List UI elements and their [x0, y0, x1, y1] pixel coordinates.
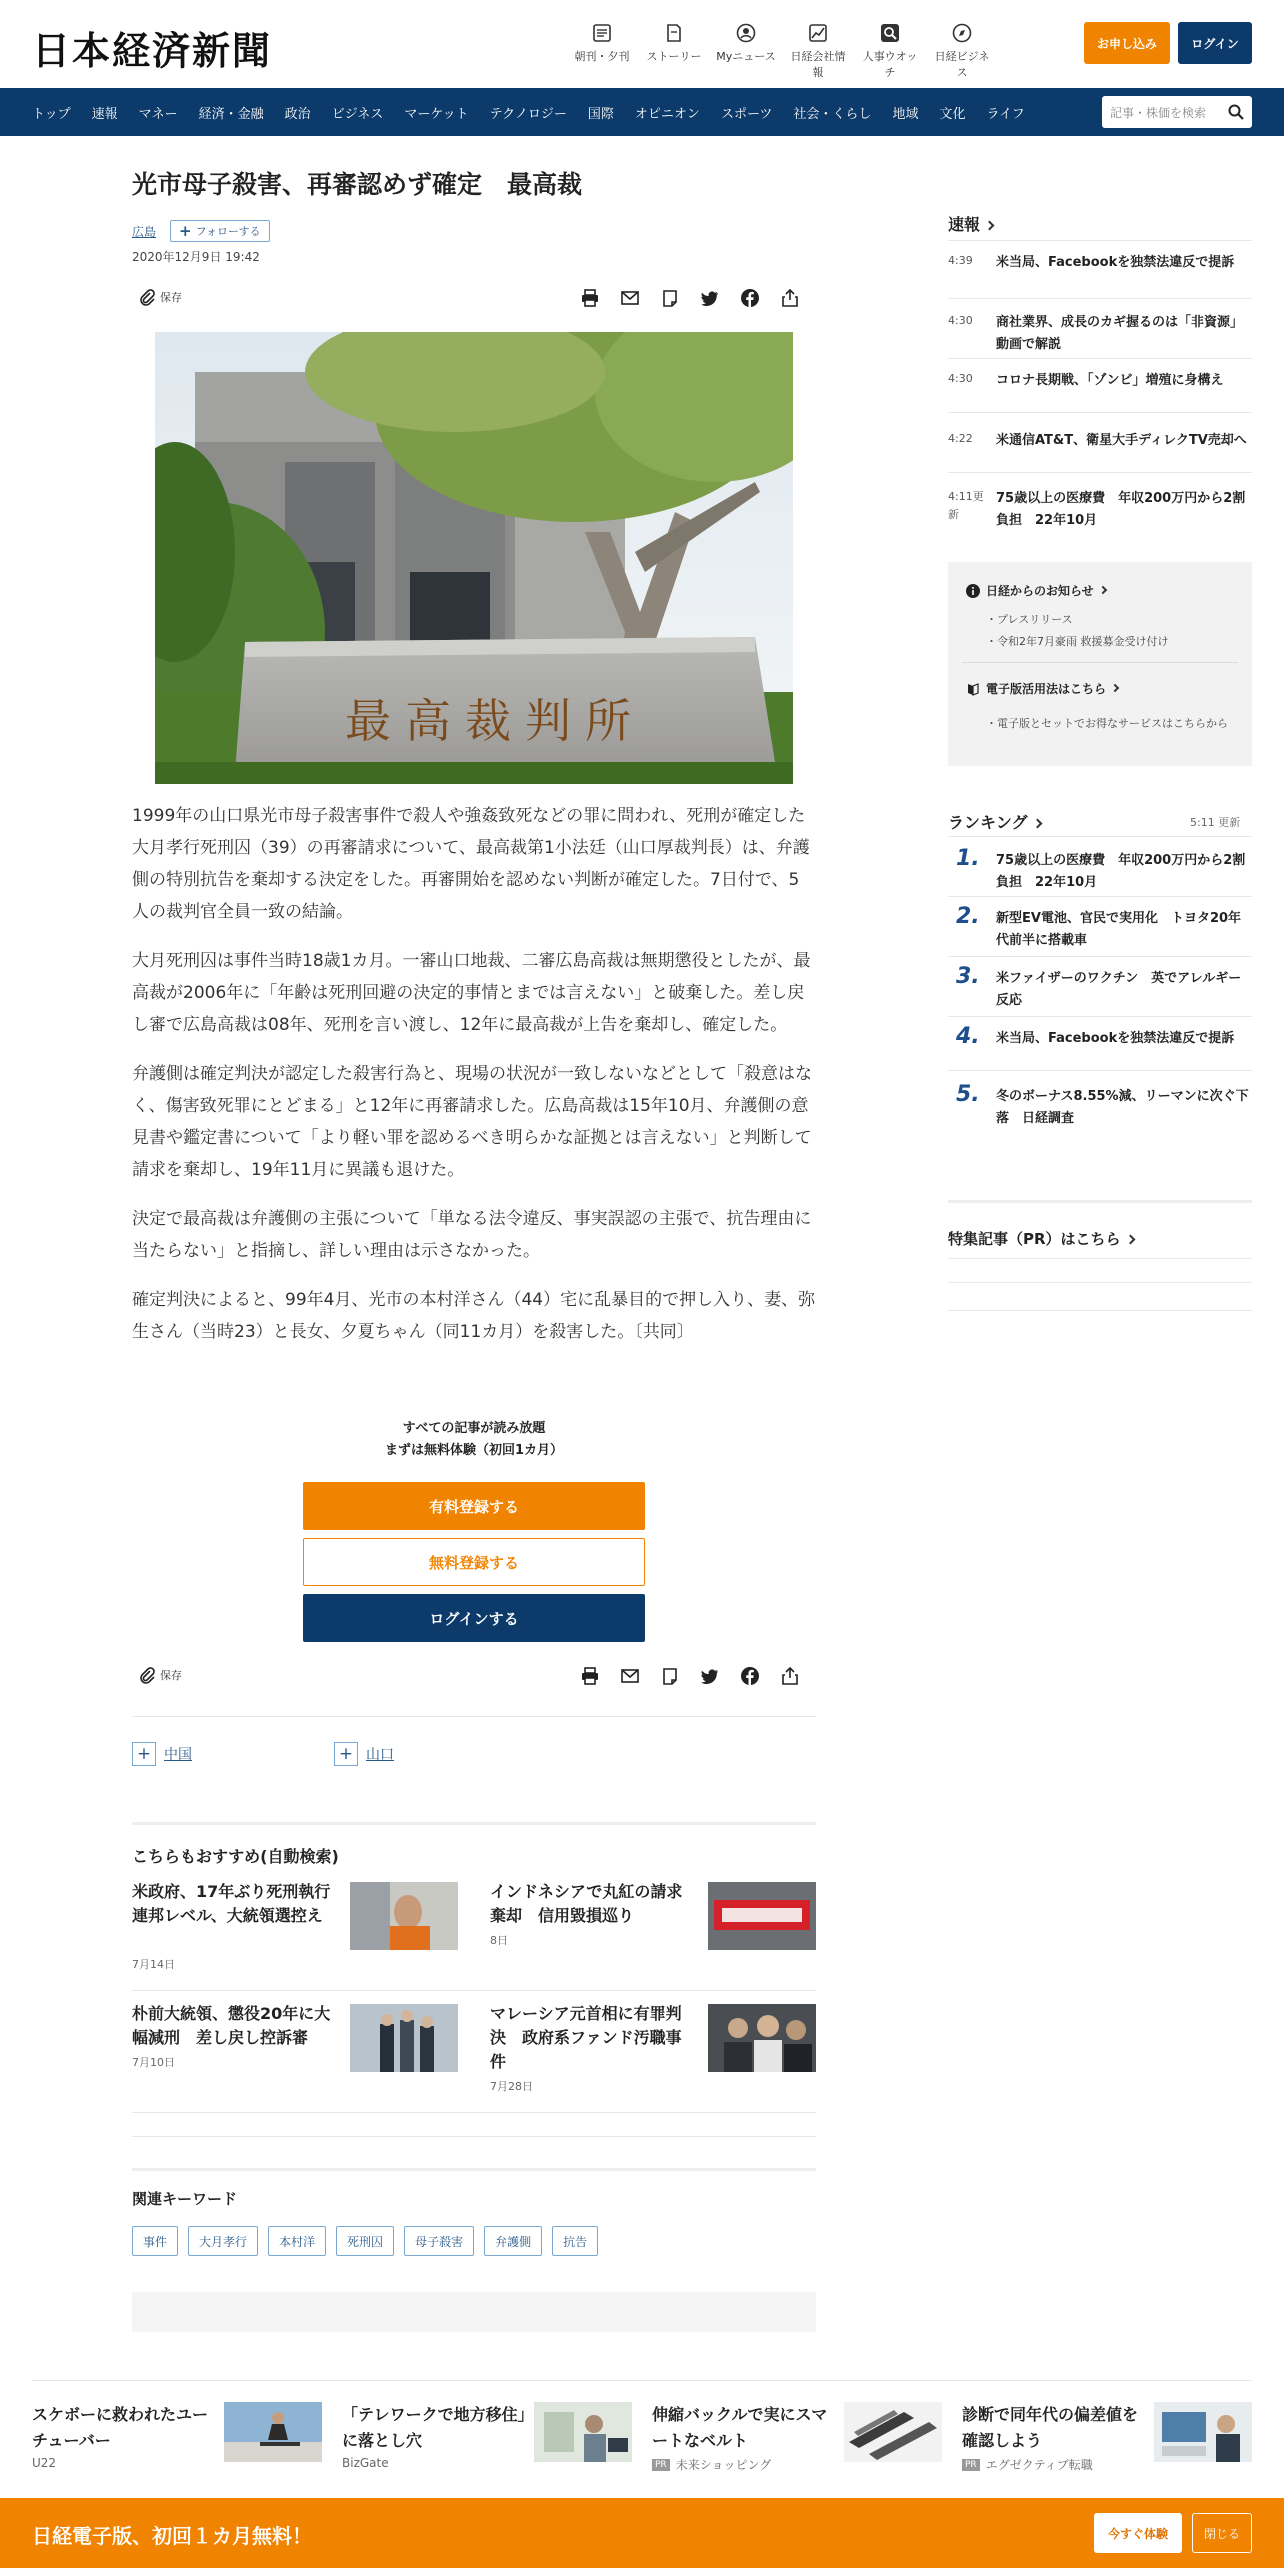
ranking-title: 新型EV電池、官民で実用化 トヨタ20年代前半に搭載車 — [996, 911, 1242, 948]
divider — [948, 1016, 1252, 1017]
close-banner-button[interactable]: 閉じる — [1192, 2513, 1252, 2553]
recommend-item[interactable] — [490, 2002, 816, 2112]
recommend-title: 朴前大統領、懲役20年に大幅減刑 差し戻し控訴審 — [132, 2004, 331, 2047]
share-icons — [570, 1664, 810, 1688]
ad-image — [534, 2402, 632, 2462]
login-button[interactable]: ログイン — [1178, 22, 1252, 64]
banner-text: 日経電子版、初回１カ月無料！ — [32, 2524, 312, 2548]
recommend-title: インドネシアで丸紅の請求棄却 信用毀損巡り — [490, 1882, 683, 1925]
chevron-right-icon — [1111, 683, 1119, 691]
mail-icon[interactable] — [610, 286, 650, 310]
print-icon[interactable] — [570, 1664, 610, 1688]
ranking-title: 米ファイザーのワクチン 英でアレルギー反応 — [996, 971, 1242, 1008]
ad-title: 「テレワークで地方移住」に落とし穴 — [342, 2405, 526, 2450]
notice-item[interactable]: ・令和2年7月豪雨 救援募金受け付け — [986, 635, 1169, 648]
divider — [948, 896, 1252, 897]
breaking-time: 4:39 — [948, 254, 973, 267]
breaking-time: 4:30 — [948, 314, 973, 327]
divider — [948, 472, 1252, 473]
plus-icon: + — [334, 1742, 358, 1766]
header-nav-print-edition[interactable] — [570, 22, 634, 80]
breaking-title: 商社業界、成長のカギ握るのは「非資源」 動画で解説 — [996, 315, 1250, 352]
search-icon[interactable] — [1228, 104, 1244, 120]
ad-image — [844, 2402, 942, 2462]
nav-item[interactable]: 政治 — [284, 106, 311, 122]
notice-item[interactable]: ・プレスリリース — [986, 613, 1073, 626]
share-icon[interactable] — [770, 1664, 810, 1688]
article-date: 2020年12月9日 19:42 — [132, 250, 260, 264]
article-paragraph: 決定で最高裁は弁護側の主張について「単なる法令違反、事実誤認の主張で、抗告理由に当たらない」と指摘し、詳しい理由は示さなかった。 — [132, 1209, 812, 1261]
nav-item[interactable]: テクノロジー — [489, 106, 567, 122]
story-icon — [663, 22, 685, 44]
try-now-button[interactable]: 今すぐ体験 — [1094, 2513, 1182, 2553]
recommend-date: 7月14日 — [132, 1958, 175, 1971]
divider — [948, 956, 1252, 957]
breaking-time: 4:30 — [948, 372, 973, 385]
header-nav-label: 人事ウオッチ — [862, 50, 918, 79]
plus-icon: + — [179, 222, 192, 240]
article-photo — [155, 332, 793, 784]
recommend-thumbnail — [708, 2004, 816, 2072]
category-nav — [0, 88, 1284, 136]
ad-title: 診断で同年代の偏差値を確認しよう — [962, 2405, 1139, 2450]
paperclip-icon — [138, 1666, 156, 1684]
recommend-item[interactable] — [490, 1880, 816, 1990]
divider — [32, 2380, 1252, 2381]
divider — [948, 836, 1252, 837]
ad-source: PR 未来ショッピング — [652, 2456, 771, 2473]
paywall-login-button[interactable]: ログインする — [303, 1594, 645, 1642]
nav-item[interactable]: スポーツ — [720, 106, 773, 122]
recommend-item[interactable] — [132, 1880, 458, 1990]
ad-source: U22 — [32, 2456, 57, 2470]
notice-box — [948, 562, 1252, 766]
chevron-right-icon — [985, 221, 995, 231]
divider — [948, 1258, 1252, 1259]
chevron-right-icon — [1032, 819, 1042, 829]
divider — [948, 1070, 1252, 1071]
follow-button[interactable] — [170, 220, 269, 242]
note-icon[interactable] — [650, 1664, 690, 1688]
article-tag-row — [132, 220, 270, 242]
article-tag-link[interactable]: 広島 — [132, 224, 157, 239]
divider — [948, 1282, 1252, 1283]
ad-source: BizGate — [342, 2456, 389, 2470]
breaking-title: 米通信AT&T、衛星大手ディレクTV売却へ — [996, 433, 1247, 448]
free-register-button[interactable]: 無料登録する — [303, 1538, 645, 1586]
header-nav-label: Myニュース — [716, 50, 776, 63]
note-icon[interactable] — [650, 286, 690, 310]
keyword-chip[interactable]: 弁護側 — [484, 2226, 542, 2256]
keywords-heading: 関連キーワード — [132, 2190, 238, 2208]
subscribe-button[interactable]: お申し込み — [1084, 22, 1170, 64]
ad-title: スケボーに救われたユーチューバー — [32, 2405, 209, 2450]
follow-topic-label: 山口 — [366, 1747, 394, 1763]
edition-heading[interactable]: 電子版活用法はこちら — [966, 680, 1118, 697]
ad-title: 伸縮バックルで実にスマートなベルト — [652, 2405, 828, 2450]
site-header — [0, 0, 1284, 88]
breaking-time: 4:22 — [948, 432, 973, 445]
ranking-number: 5. — [956, 1082, 980, 1107]
nav-item[interactable]: マネー — [138, 106, 178, 122]
nav-item[interactable]: 国際 — [587, 106, 614, 122]
divider — [132, 1822, 816, 1825]
recommend-thumbnail — [350, 2004, 458, 2072]
breaking-time: 4:11更新 — [948, 490, 984, 521]
chart-icon — [807, 22, 829, 44]
ad-image — [224, 2402, 322, 2462]
facebook-icon[interactable] — [730, 1664, 770, 1688]
header-nav-label: 日経会社情報 — [790, 50, 846, 79]
ranking-title: 冬のボーナス8.55%減、リーマンに次ぐ下落 日経調査 — [996, 1089, 1249, 1126]
recommend-heading: こちらもおすすめ(自動検索) — [132, 1847, 339, 1866]
article-title: 光市母子殺害、再審認めず確定 最高裁 — [132, 170, 583, 199]
divider — [948, 1200, 1252, 1203]
compass-icon — [951, 22, 973, 44]
recommend-date: 7月10日 — [132, 2056, 175, 2069]
court-sign-text: 最高裁判所 — [345, 694, 645, 748]
ad-source: PR エグゼクティブ転職 — [962, 2456, 1093, 2473]
paywall-line2: まずは無料体験（初回1カ月） — [384, 1443, 564, 1458]
keyword-chip[interactable]: 大月孝行 — [188, 2226, 258, 2256]
save-label: 保存 — [160, 291, 182, 304]
divider — [132, 1990, 816, 1991]
divider — [948, 358, 1252, 359]
divider — [948, 1310, 1252, 1311]
divider — [948, 240, 1252, 241]
breaking-heading[interactable]: 速報 — [948, 212, 1252, 235]
article-paragraph: 弁護側は確定判決が認定した殺害行為と、現場の状況が一致しないなどとして「殺意はなく、傷害致死罪にとどまる」と12年に再審請求した。広島高裁は15年10月、弁護側の意見書や鑑定書について「より軽い罪を認めるべき明らかな証拠とは言えない」と判断して請求を棄却し、19年11月に異議も退けた。 — [132, 1064, 812, 1180]
newspaper-icon — [591, 22, 613, 44]
ad-card[interactable] — [962, 2396, 1252, 2476]
ranking-updated: 5:11 更新 — [1190, 816, 1241, 829]
header-nav-personnel-watch[interactable] — [858, 22, 922, 80]
recommend-title: マレーシア元首相に有罪判決 政府系ファンド汚職事件 — [490, 2004, 682, 2071]
recommend-date: 7月28日 — [490, 2080, 533, 2093]
divider — [132, 1716, 816, 1717]
print-icon[interactable] — [570, 286, 610, 310]
ad-card[interactable] — [652, 2396, 942, 2476]
follow-topic-yamaguchi[interactable] — [334, 1742, 394, 1766]
keyword-chip[interactable]: 死刑囚 — [336, 2226, 394, 2256]
keyword-chip[interactable]: 母子殺害 — [404, 2226, 474, 2256]
ranking-title: 米当局、Facebookを独禁法違反で提訴 — [996, 1031, 1235, 1046]
twitter-icon[interactable] — [690, 1664, 730, 1688]
follow-topic-china[interactable] — [132, 1742, 192, 1766]
mail-icon[interactable] — [610, 1664, 650, 1688]
divider — [132, 2168, 816, 2171]
twitter-icon[interactable] — [690, 286, 730, 310]
keyword-list — [132, 2226, 608, 2256]
ranking-number: 3. — [956, 964, 980, 989]
header-nav-company-info[interactable] — [786, 22, 850, 80]
keyword-chip[interactable]: 抗告 — [552, 2226, 598, 2256]
nav-item[interactable]: ビジネス — [331, 106, 384, 122]
share-icons — [570, 286, 810, 310]
divider — [962, 662, 1238, 663]
ad-card[interactable] — [32, 2396, 322, 2476]
chevron-right-icon — [1125, 1235, 1135, 1245]
article-toolbar-top — [132, 282, 816, 314]
divider — [132, 2136, 816, 2137]
article-toolbar-bottom — [132, 1660, 816, 1692]
supreme-court-photo — [155, 332, 793, 784]
search-input[interactable] — [1102, 96, 1252, 128]
save-label: 保存 — [160, 1669, 182, 1682]
ranking-title: 75歳以上の医療費 年収200万円から2割負担 22年10月 — [996, 853, 1246, 890]
recommend-thumbnail — [350, 1882, 458, 1950]
info-icon — [966, 584, 980, 598]
ranking-number: 1. — [956, 846, 980, 871]
search-placeholder: 記事・株価を検索 — [1110, 106, 1207, 120]
ranking-number: 4. — [956, 1024, 980, 1049]
nav-item[interactable]: マーケット — [404, 106, 469, 122]
trial-banner — [0, 2498, 1284, 2568]
pr-heading[interactable]: 特集記事（PR）はこちら — [948, 1228, 1252, 1249]
header-nav-label: 日経ビジネス — [934, 50, 990, 79]
nav-item[interactable]: ライフ — [986, 106, 1025, 122]
share-icon[interactable] — [770, 286, 810, 310]
pr-badge: PR — [962, 2459, 980, 2471]
follow-topic-label: 中国 — [164, 1747, 192, 1763]
nav-item[interactable]: 文化 — [939, 106, 966, 122]
ranking-heading[interactable]: ランキング — [948, 810, 1252, 833]
book-icon — [966, 682, 980, 696]
nav-item[interactable]: オピニオン — [634, 106, 700, 122]
paid-register-button[interactable]: 有料登録する — [303, 1482, 645, 1530]
pr-badge: PR — [652, 2459, 670, 2471]
paywall-line1: すべての記事が読み放題 — [402, 1421, 546, 1436]
paywall — [132, 1418, 816, 1462]
category-nav-items — [32, 88, 1046, 136]
ad-card[interactable] — [342, 2396, 632, 2476]
keyword-chip[interactable]: 本村洋 — [268, 2226, 326, 2256]
follow-label: フォローする — [195, 225, 261, 238]
divider — [948, 298, 1252, 299]
recommend-title: 米政府、17年ぶり死刑執行 連邦レベル、大統領選控え — [132, 1882, 347, 1925]
header-nav-story[interactable] — [642, 22, 706, 80]
nav-item[interactable]: 速報 — [91, 106, 118, 122]
search-person-icon — [879, 22, 901, 44]
save-button[interactable] — [138, 1666, 182, 1684]
chevron-right-icon — [1098, 585, 1106, 593]
keyword-chip[interactable]: 事件 — [132, 2226, 178, 2256]
nav-item[interactable]: 地域 — [892, 106, 919, 122]
facebook-icon[interactable] — [730, 286, 770, 310]
breaking-title: コロナ長期戦、「ゾンビ」増殖に身構え — [996, 373, 1224, 388]
article-paragraph: 1999年の山口県光市母子殺害事件で殺人や強姦致死などの罪に問われ、死刑が確定した大月孝行死刑囚（39）の再審請求について、最高裁第1小法廷（山口厚裁判長）は、弁護側の特別抗告を棄却する決定をした。再審開始を認めない判断が確定した。7日付で、5人の裁判官全員一致の結論。 — [132, 806, 810, 922]
paperclip-icon — [138, 288, 156, 306]
header-nav-label: 朝刊・夕刊 — [574, 50, 630, 63]
edition-item[interactable]: ・電子版とセットでお得なサービスはこちらから — [986, 717, 1228, 730]
ranking-number: 2. — [956, 904, 980, 929]
notice-heading[interactable]: 日経からのお知らせ — [966, 582, 1106, 599]
header-nav-my-news[interactable] — [714, 22, 778, 80]
article-body — [132, 800, 816, 1365]
recommend-date: 8日 — [490, 1934, 508, 1947]
breaking-title: 米当局、Facebookを独禁法違反で提訴 — [996, 255, 1235, 270]
article-paragraph: 大月死刑囚は事件当時18歳1カ月。一審山口地裁、二審広島高裁は無期懲役としたが、最高裁が2006年に「年齢は死刑回避の決定的事情とまでは言えない」と破棄した。差し戻し審で広島高裁は08年、死刑を言い渡し、12年に最高裁が上告を棄却し、確定した。 — [132, 951, 811, 1035]
recommend-item[interactable] — [132, 2002, 458, 2112]
divider — [948, 412, 1252, 413]
save-button[interactable] — [138, 288, 182, 306]
nav-item[interactable]: トップ — [32, 106, 71, 122]
breaking-title: 75歳以上の医療費 年収200万円から2割負担 22年10月 — [996, 491, 1246, 528]
nav-item[interactable]: 経済・金融 — [198, 106, 264, 122]
recommend-thumbnail — [708, 1882, 816, 1950]
header-nav — [570, 22, 1002, 80]
article-paragraph: 確定判決によると、99年4月、光市の本村洋さん（44）宅に乱暴目的で押し入り、妻、弥生さん（当時23）と長女、夕夏ちゃん（同11カ月）を殺害した。〔共同〕 — [132, 1290, 816, 1342]
divider — [132, 2112, 816, 2113]
site-logo[interactable]: 日本経済新聞 — [32, 28, 273, 73]
nav-item[interactable]: 社会・くらし — [793, 106, 872, 122]
plus-icon: + — [132, 1742, 156, 1766]
header-nav-label: ストーリー — [646, 50, 702, 63]
ad-image — [1154, 2402, 1252, 2462]
header-nav-nikkei-business[interactable] — [930, 22, 994, 80]
user-icon — [735, 22, 757, 44]
ad-placeholder — [132, 2292, 816, 2332]
